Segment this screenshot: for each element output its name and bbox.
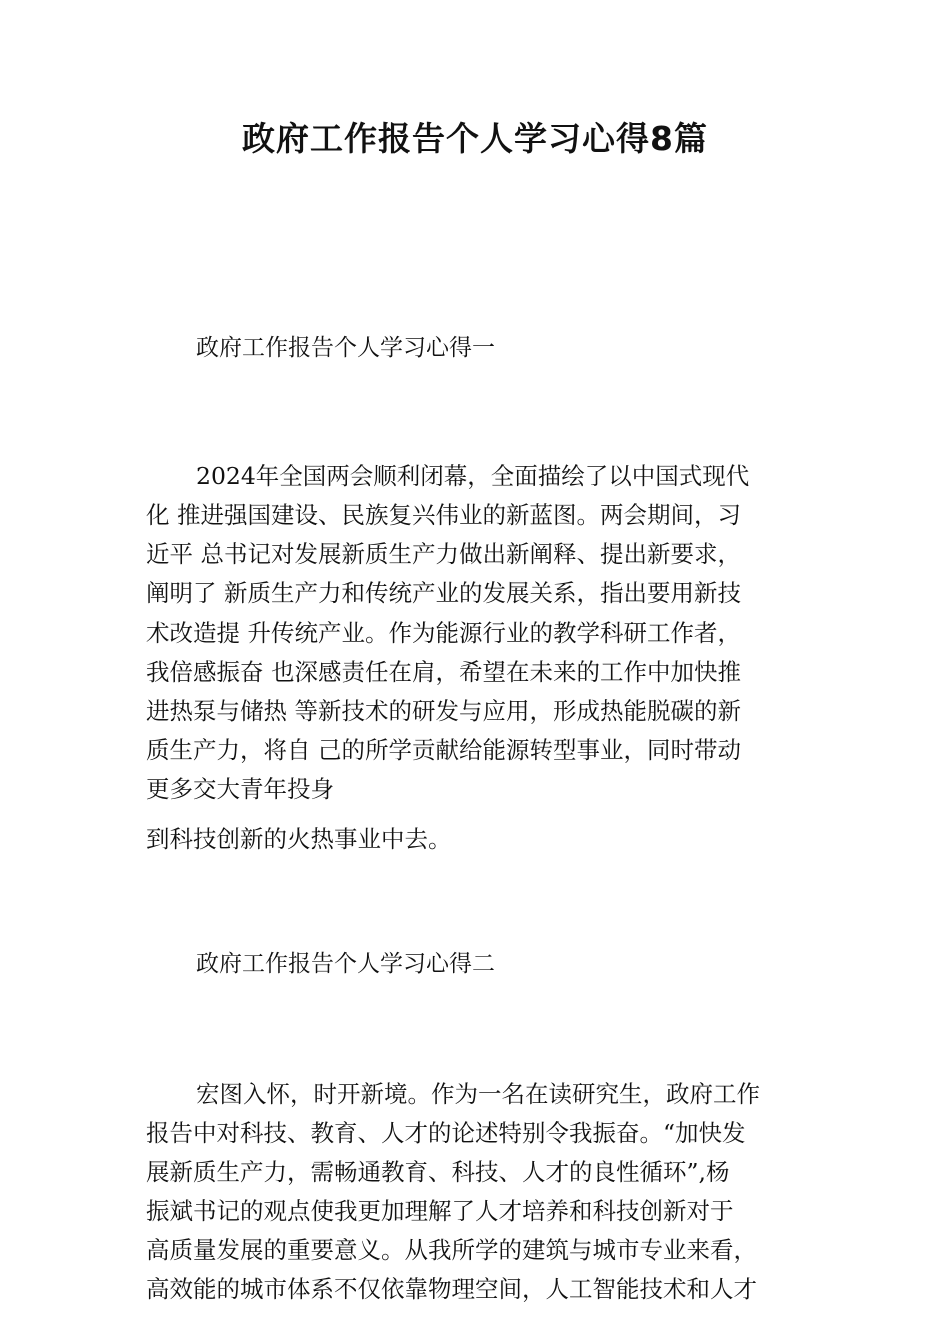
paragraph-line: 更多交大青年投身: [146, 775, 334, 803]
paragraph-line: 高效能的城市体系不仅依靠物理空间，人工智能技术和人才: [146, 1275, 757, 1303]
paragraph-line: 宏图入怀，时开新境。作为一名在读研究生，政府工作: [196, 1080, 760, 1108]
document-title: 政府工作报告个人学习心得8篇: [242, 119, 708, 158]
paragraph-line: 高质量发展的重要意义。从我所学的建筑与城市专业来看，: [146, 1236, 757, 1264]
paragraph-line: 质生产力，将自 己的所学贡献给能源转型事业，同时带动: [146, 736, 741, 764]
section-heading-2: 政府工作报告个人学习心得二: [196, 951, 495, 977]
paragraph-line: 近平 总书记对发展新质生产力做出新阐释、提出新要求，: [146, 540, 741, 568]
paragraph-line: 我倍感振奋 也深感责任在肩，希望在未来的工作中加快推: [146, 658, 741, 686]
paragraph-line: 振斌书记的观点使我更加理解了人才培养和科技创新对于: [146, 1197, 734, 1225]
paragraph-line: 展新质生产力，需畅通教育、科技、人才的良性循环”,杨: [146, 1158, 730, 1186]
paragraph-line: 阐明了 新质生产力和传统产业的发展关系，指出要用新技: [146, 579, 741, 607]
paragraph-line: 化 推进强国建设、民族复兴伟业的新蓝图。两会期间，习: [146, 501, 741, 529]
paragraph-line: 2024年全国两会顺利闭幕，全面描绘了以中国式现代: [196, 462, 750, 490]
paragraph-line: 进热泵与储热 等新技术的研发与应用，形成热能脱碳的新: [146, 697, 741, 725]
paragraph-line: 到科技创新的火热事业中去。: [146, 825, 452, 853]
paragraph-line: 报告中对科技、教育、人才的论述特别令我振奋。“加快发: [146, 1119, 746, 1147]
paragraph-line: 术改造提 升传统产业。作为能源行业的教学科研工作者，: [146, 619, 741, 647]
section-heading-1: 政府工作报告个人学习心得一: [196, 335, 495, 361]
